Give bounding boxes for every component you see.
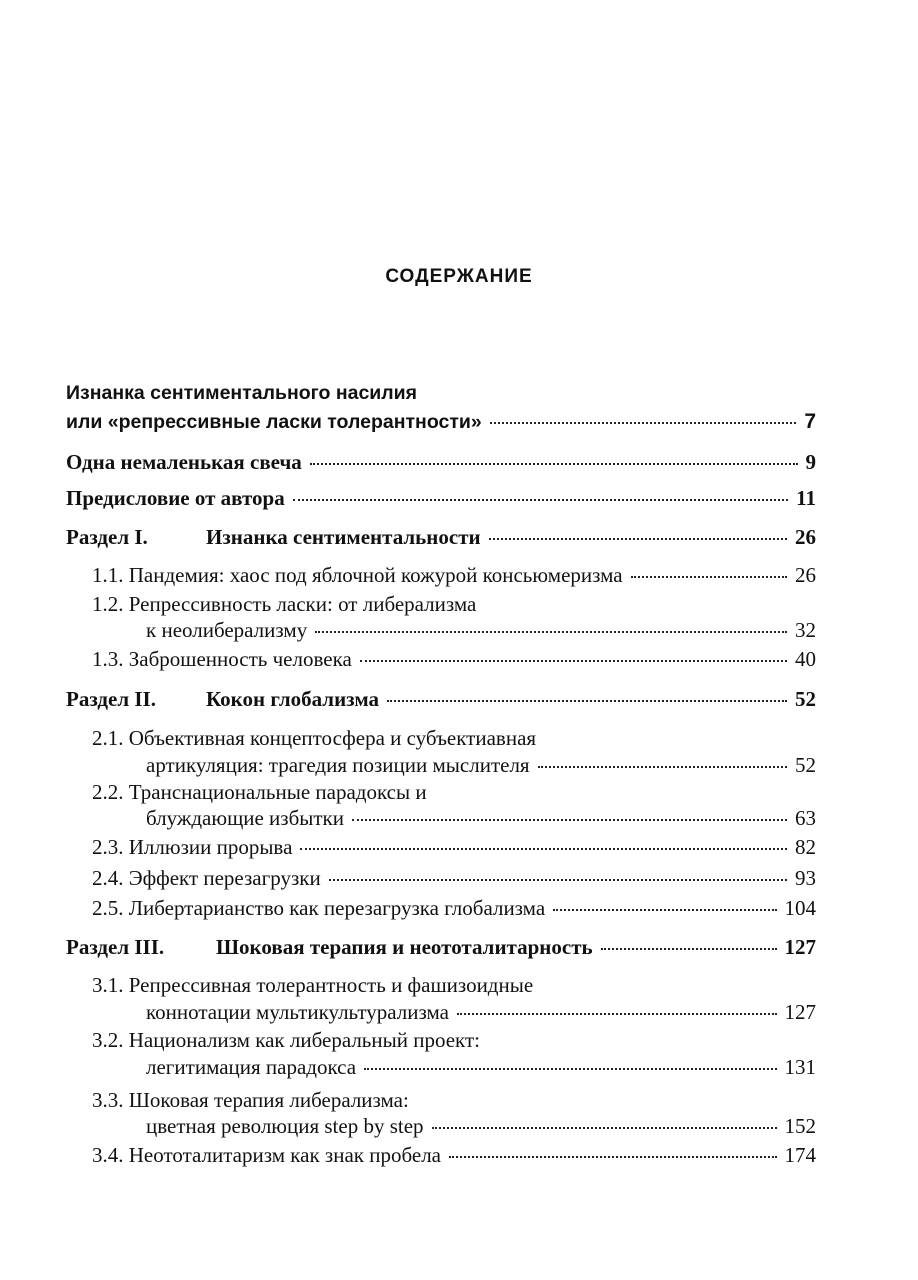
toc-entry-8-line1	[92, 726, 816, 751]
toc-entry-14[interactable]	[146, 1000, 816, 1025]
toc-entry-title: блуждающие избытки	[146, 806, 344, 830]
toc-section-1[interactable]	[66, 525, 816, 550]
toc-entry-title: коннотации мультикультурализма	[146, 1000, 449, 1024]
page-number: 52	[795, 753, 816, 777]
dot-leader	[553, 909, 776, 911]
dot-leader	[538, 766, 787, 768]
toc-entry-0-line1	[66, 382, 816, 405]
toc-entry-17[interactable]	[92, 1143, 816, 1168]
toc-entry-title: Одна немаленькая свеча	[66, 450, 302, 474]
page-number: 104	[784, 896, 816, 920]
toc-entry-title: Кокон глобализма	[206, 687, 379, 711]
toc-entry-title: 2.3. Иллюзии прорыва	[92, 835, 293, 859]
dot-leader	[432, 1127, 777, 1129]
section-label: Раздел I.	[66, 525, 148, 549]
section-label: Раздел III.	[66, 935, 165, 959]
dot-leader	[489, 538, 787, 540]
page-number: 26	[795, 563, 816, 587]
dot-leader	[329, 879, 787, 881]
toc-entry-title: 2.1. Объективная концептосфера и субъектиавная	[92, 726, 537, 750]
section-label: Раздел II.	[66, 687, 156, 711]
dot-leader	[310, 463, 798, 465]
page-number: 174	[784, 1143, 816, 1167]
page-number: 152	[784, 1114, 816, 1138]
toc-entry-4[interactable]	[92, 563, 816, 588]
toc-entry-15[interactable]	[146, 1055, 816, 1080]
toc-entry-16-line1	[92, 1088, 816, 1113]
toc-entry-5[interactable]	[146, 618, 816, 643]
toc-entry-title: 2.2. Транснациональные парадоксы и	[92, 780, 427, 804]
dot-leader	[490, 422, 797, 424]
toc-entry-title: 2.4. Эффект перезагрузки	[92, 866, 321, 890]
toc-entry-title: или «репрессивные ласки толерантности»	[66, 411, 482, 433]
toc-entry-15-line1	[92, 1028, 816, 1053]
toc-entry-title: 1.3. Заброшенность человека	[92, 647, 352, 671]
toc-entry-12[interactable]	[92, 896, 816, 921]
page-number: 11	[796, 486, 816, 510]
page-number: 82	[795, 835, 816, 859]
dot-leader	[300, 848, 787, 850]
toc-entry-9-line1	[92, 780, 816, 805]
toc-section-3[interactable]	[66, 935, 816, 960]
dot-leader	[364, 1068, 776, 1070]
dot-leader	[293, 499, 788, 501]
toc-entry-title: Предисловие от автора	[66, 486, 285, 510]
dot-leader	[631, 576, 787, 578]
toc-entry-title: 3.3. Шоковая терапия либерализма:	[92, 1088, 409, 1112]
toc-entry-8[interactable]	[146, 753, 816, 778]
toc-entry-title: артикуляция: трагедия позиции мыслителя	[146, 753, 530, 777]
page-number: 127	[784, 1000, 816, 1024]
page-number: 32	[795, 618, 816, 642]
page-number: 63	[795, 806, 816, 830]
page-number: 7	[804, 410, 816, 433]
dot-leader	[601, 948, 777, 950]
page-number: 127	[784, 935, 816, 959]
toc-entry-title: Изнанка сентиментальности	[206, 525, 481, 549]
page-title: СОДЕРЖАНИЕ	[385, 266, 533, 287]
toc-entry-title: 3.4. Неототалитаризм как знак пробела	[92, 1143, 442, 1167]
toc-entry-1[interactable]	[66, 450, 816, 475]
toc-entry-title: Шоковая терапия и неототалитарность	[216, 935, 593, 959]
toc-entry-10[interactable]	[92, 835, 816, 860]
toc-section-2[interactable]	[66, 687, 816, 712]
page-number: 40	[795, 647, 816, 671]
toc-entry-0[interactable]	[66, 410, 816, 434]
toc-entry-16[interactable]	[146, 1114, 816, 1139]
dot-leader	[360, 660, 787, 662]
toc-entry-title: 1.2. Репрессивность ласки: от либерализма	[92, 592, 477, 616]
toc-entry-title: к неолиберализму	[146, 618, 308, 642]
toc-entry-title: 1.1. Пандемия: хаос под яблочной кожурой консьюмеризма	[92, 563, 623, 587]
toc-entry-title: цветная революция step by step	[146, 1114, 424, 1138]
dot-leader	[449, 1156, 776, 1158]
page-number: 9	[805, 450, 816, 474]
page-number: 26	[795, 525, 816, 549]
toc-entry-title: 3.2. Национализм как либеральный проект:	[92, 1028, 480, 1052]
toc-entry-11[interactable]	[92, 866, 816, 891]
toc-entry-title: легитимация парадокса	[146, 1055, 357, 1079]
toc-entry-6[interactable]	[92, 647, 816, 672]
toc-entry-title: Изнанка сентиментального насилия	[66, 382, 418, 404]
page-number: 52	[795, 687, 816, 711]
toc-entry-2[interactable]	[66, 486, 816, 511]
toc-entry-title: 2.5. Либертарианство как перезагрузка глобализма	[92, 896, 546, 920]
page-number: 131	[784, 1055, 816, 1079]
dot-leader	[387, 700, 787, 702]
dot-leader	[352, 819, 787, 821]
dot-leader	[315, 631, 787, 633]
page-number: 93	[795, 866, 816, 890]
toc-entry-9[interactable]	[146, 806, 816, 831]
dot-leader	[457, 1013, 777, 1015]
toc-entry-5-line1	[92, 592, 816, 617]
toc-entry-14-line1	[92, 973, 816, 998]
toc-entry-title: 3.1. Репрессивная толерантность и фашизоидные	[92, 973, 534, 997]
